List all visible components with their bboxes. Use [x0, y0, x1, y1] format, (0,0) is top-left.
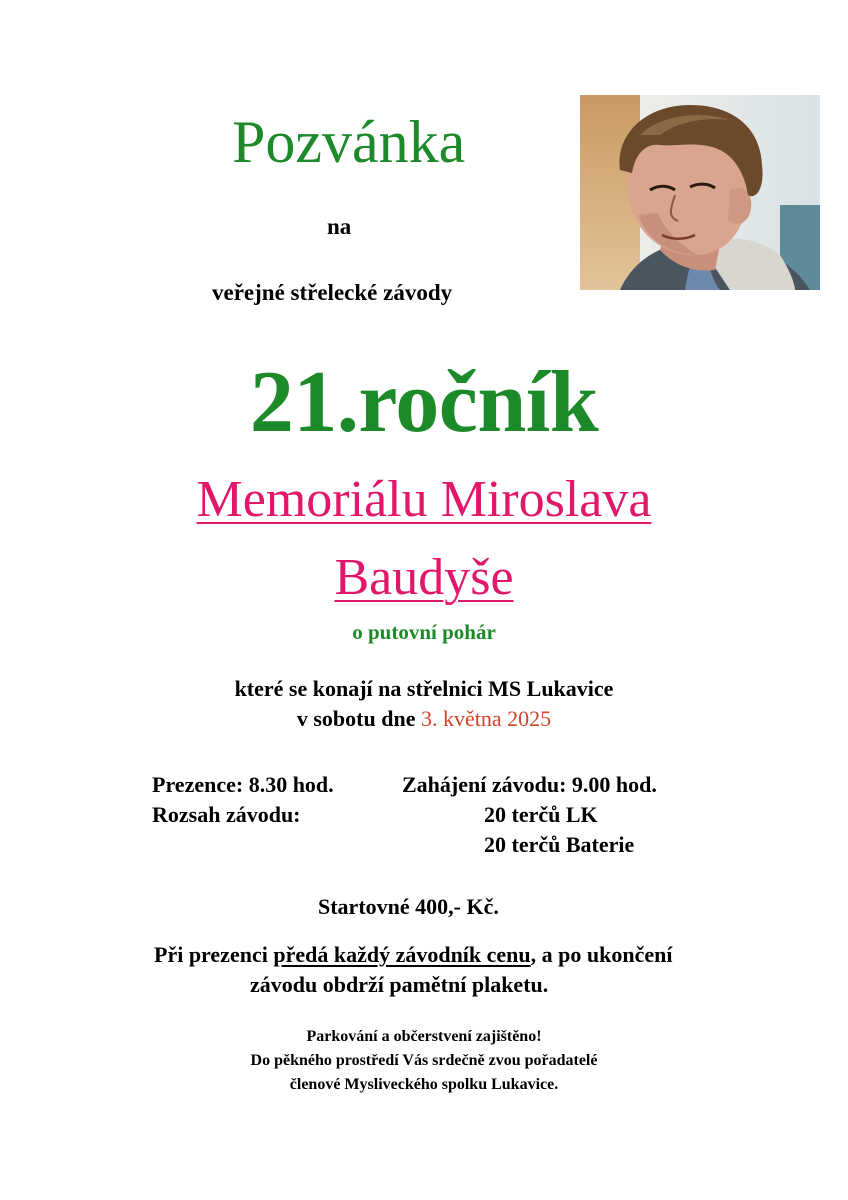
subtitle-na: na — [327, 214, 352, 239]
presence-time: Prezence: 8.30 hod. — [152, 772, 334, 797]
venue-line: které se konají na střelnici MS Lukavice — [234, 676, 614, 701]
memorial-name-line2: Baudyše — [334, 549, 514, 606]
footer-line: členové Mysliveckého spolku Lukavice. — [289, 1076, 559, 1093]
prize-line1 — [154, 942, 672, 968]
footer-line: Do pěkného prostředí Vás srdečně zvou pořadatelé — [250, 1052, 598, 1069]
entry-fee: Startovné 400,- Kč. — [318, 894, 499, 919]
prize-text-end: , a po ukončení — [530, 942, 673, 967]
event-date: 3. května 2025 — [420, 706, 552, 731]
trophy-subtitle: o putovní pohár — [352, 620, 496, 644]
range-item: 20 terčů Baterie — [484, 832, 635, 857]
memorial-name-line1: Memoriálu Miroslava — [196, 471, 652, 528]
portrait-illustration — [580, 95, 820, 290]
prize-line2: závodu obdrží pamětní plaketu. — [250, 972, 549, 997]
range-label: Rozsah závodu: — [152, 802, 301, 827]
prize-text-start: Při prezenci — [154, 942, 274, 967]
start-time: Zahájení závodu: 9.00 hod. — [402, 772, 657, 797]
prize-underlined-text: předá každý závodník cenu — [273, 942, 531, 967]
edition-heading: 21.ročník — [249, 354, 599, 451]
event-type: veřejné střelecké závody — [212, 280, 453, 305]
range-item: 20 terčů LK — [484, 802, 598, 827]
footer-line: Parkování a občerstvení zajištěno! — [306, 1028, 542, 1045]
portrait-photo — [580, 95, 820, 290]
invitation-title: Pozvánka — [232, 109, 466, 175]
date-line — [0, 706, 848, 732]
date-prefix: v sobotu dne — [296, 706, 421, 731]
